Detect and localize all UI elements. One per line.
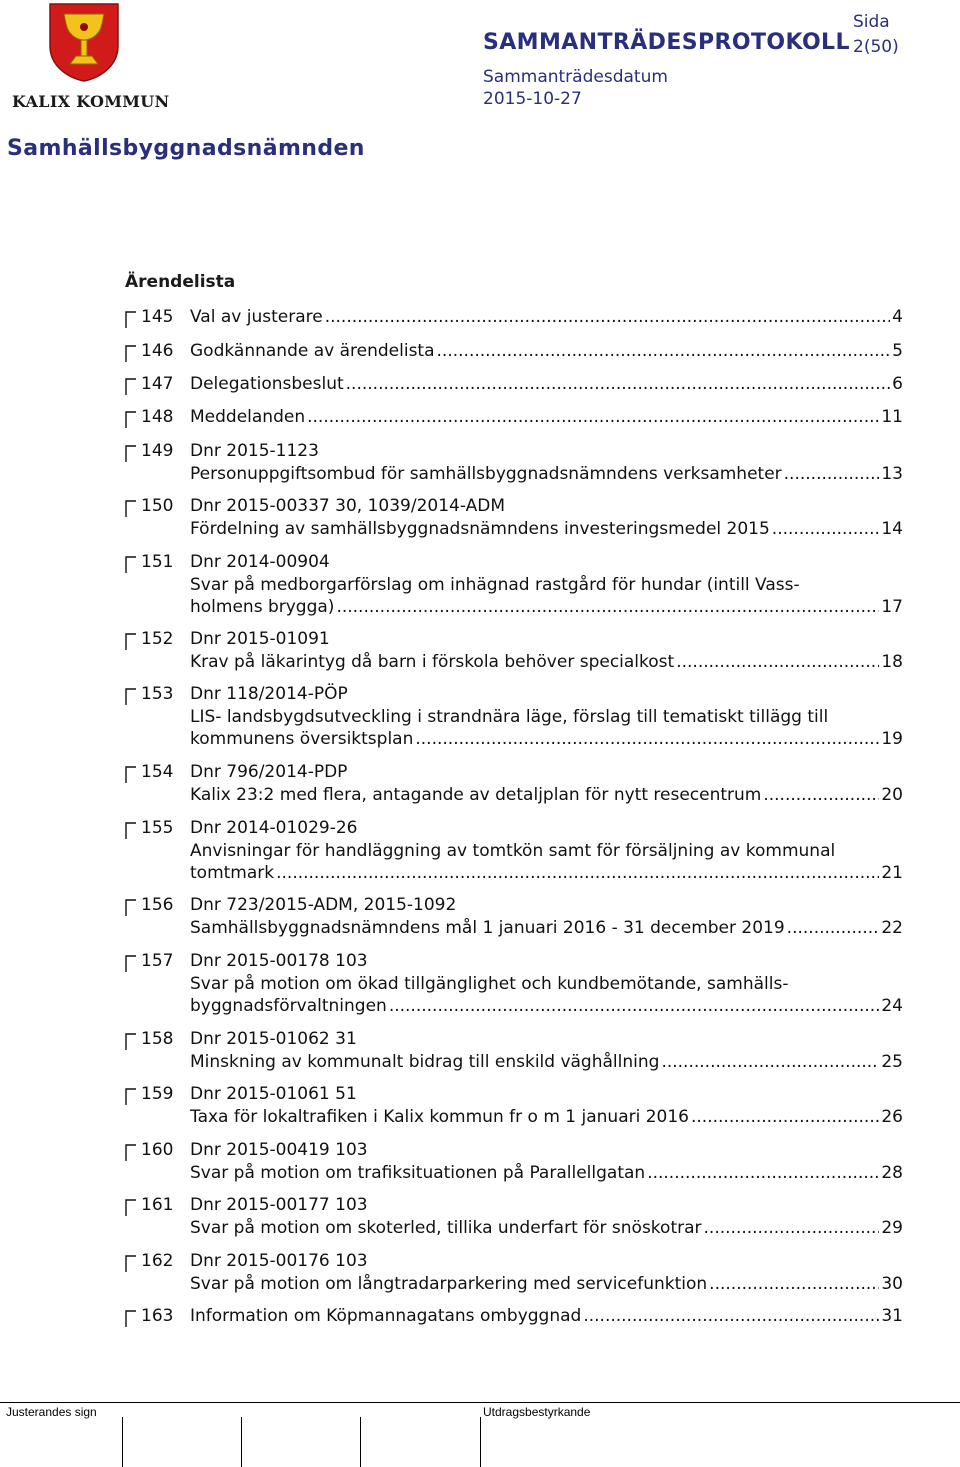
agenda-item[interactable] bbox=[125, 817, 903, 885]
agenda-item-page: 26 bbox=[881, 1106, 903, 1127]
dot-leader bbox=[704, 1217, 880, 1240]
extract-certification-label: Utdragsbestyrkande bbox=[483, 1405, 591, 1419]
agenda-item-title: Taxa för lokaltrafiken i Kalix kommun fr o m 1 januari 2016 bbox=[190, 1106, 689, 1127]
dot-leader bbox=[437, 340, 891, 363]
agenda-item[interactable] bbox=[125, 440, 903, 485]
agenda-item-title: Personuppgiftsombud för samhällsbyggnadsnämndens verksamheter bbox=[190, 463, 782, 484]
agenda-item-page: 5 bbox=[892, 341, 903, 361]
meeting-date-label: Sammanträdesdatum bbox=[483, 67, 668, 87]
agenda-item-text-line: Dnr 2014-01029-26 bbox=[190, 818, 358, 838]
agenda-item-title: tomtmark bbox=[190, 863, 275, 883]
agenda-item-page: 28 bbox=[881, 1162, 903, 1183]
agenda-item-number: 159 bbox=[141, 1084, 174, 1104]
agenda-item-title: holmens brygga) bbox=[190, 597, 335, 617]
agenda-item-page: 17 bbox=[881, 597, 903, 617]
agenda-item-text-line: Dnr 2015-01062 31 bbox=[190, 1029, 357, 1049]
agenda-item-page: 31 bbox=[881, 1306, 903, 1326]
section-marker-icon bbox=[125, 631, 137, 651]
agenda-item-page: 4 bbox=[892, 307, 903, 327]
dot-leader bbox=[389, 995, 880, 1018]
agenda-item-title: Samhällsbyggnadsnämndens mål 1 januari 2016 - 31 december 2019 bbox=[190, 917, 785, 938]
dot-leader bbox=[784, 463, 880, 486]
agenda-item-number: 148 bbox=[141, 407, 174, 427]
logo-text: KALIX KOMMUN bbox=[12, 92, 170, 111]
agenda-item-title: kommunens översiktsplan bbox=[190, 729, 414, 749]
agenda-item-text-line: Dnr 723/2015-ADM, 2015-1092 bbox=[190, 895, 457, 915]
agenda-item[interactable] bbox=[125, 306, 903, 329]
dot-leader bbox=[583, 1305, 879, 1328]
section-marker-icon bbox=[125, 1253, 137, 1273]
agenda-item-text-line: Dnr 2014-00904 bbox=[190, 552, 330, 572]
agenda-item-number: 154 bbox=[141, 762, 174, 782]
section-marker-icon bbox=[125, 1031, 137, 1051]
dot-leader bbox=[336, 596, 879, 619]
agenda-item-number: 150 bbox=[141, 496, 174, 516]
section-marker-icon bbox=[125, 343, 137, 363]
agenda-item-page: 19 bbox=[881, 729, 903, 749]
signature-label: Justerandes sign bbox=[6, 1405, 97, 1419]
page-number: 2(50) bbox=[853, 37, 899, 57]
agenda-item-number: 158 bbox=[141, 1029, 174, 1049]
agenda-item-title: byggnadsförvaltningen bbox=[190, 996, 387, 1016]
dot-leader bbox=[691, 1106, 879, 1129]
dot-leader bbox=[325, 306, 890, 329]
agenda-item-text-line: Dnr 2015-01091 bbox=[190, 629, 330, 649]
section-marker-icon bbox=[125, 554, 137, 574]
agenda-item-title: Meddelanden bbox=[190, 407, 306, 427]
agenda-item-text-line: LIS- landsbygdsutveckling i strandnära läge, förslag till tematiskt tillägg till bbox=[190, 706, 829, 727]
dot-leader bbox=[787, 917, 880, 940]
agenda-item-number: 157 bbox=[141, 951, 174, 971]
agenda-item-text-line: Dnr 796/2014-PDP bbox=[190, 762, 348, 782]
agenda-item-page: 14 bbox=[881, 518, 903, 539]
agenda-item-page: 21 bbox=[881, 863, 903, 883]
section-marker-icon bbox=[125, 498, 137, 518]
agenda-item-number: 163 bbox=[141, 1306, 174, 1326]
agenda-item[interactable] bbox=[125, 683, 903, 751]
agenda-item-page: 20 bbox=[881, 784, 903, 805]
agenda-item-text-line: Svar på motion om ökad tillgänglighet och kundbemötande, samhälls- bbox=[190, 973, 789, 994]
footer bbox=[0, 1402, 960, 1466]
agenda-item[interactable] bbox=[125, 1083, 903, 1128]
agenda-item-text-line: Dnr 2015-00177 103 bbox=[190, 1195, 368, 1215]
agenda-item-number: 152 bbox=[141, 629, 174, 649]
agenda-item-title: Krav på läkarintyg då barn i förskola behöver specialkost bbox=[190, 651, 675, 672]
agenda-item-text-line: Anvisningar för handläggning av tomtkön samt för försäljning av kommunal bbox=[190, 840, 836, 861]
agenda-item[interactable] bbox=[125, 373, 903, 396]
agenda-item-title: Svar på motion om skoterled, tillika underfart för snöskotrar bbox=[190, 1217, 702, 1238]
agenda-item-text-line: Dnr 2015-00337 30, 1039/2014-ADM bbox=[190, 496, 505, 516]
agenda-item[interactable] bbox=[125, 1194, 903, 1239]
agenda-item[interactable] bbox=[125, 1305, 903, 1328]
agenda-item-text-line: Dnr 2015-01061 51 bbox=[190, 1084, 357, 1104]
agenda-item[interactable] bbox=[125, 551, 903, 619]
section-marker-icon bbox=[125, 764, 137, 784]
agenda-item-number: 146 bbox=[141, 341, 174, 361]
dot-leader bbox=[647, 1162, 879, 1185]
agenda-item-number: 160 bbox=[141, 1140, 174, 1160]
dot-leader bbox=[415, 728, 879, 751]
section-marker-icon bbox=[125, 1197, 137, 1217]
section-marker-icon bbox=[125, 443, 137, 463]
agenda-item-title: Kalix 23:2 med flera, antagande av detaljplan för nytt resecentrum bbox=[190, 784, 762, 805]
document-title: SAMMANTRÄDESPROTOKOLL bbox=[483, 30, 850, 55]
page-label: Sida bbox=[853, 12, 890, 32]
section-marker-icon bbox=[125, 1142, 137, 1162]
section-marker-icon bbox=[125, 686, 137, 706]
agenda-item-title: Information om Köpmannagatans ombyggnad bbox=[190, 1306, 582, 1326]
section-marker-icon bbox=[125, 897, 137, 917]
agenda-item-text-line: Dnr 2015-00176 103 bbox=[190, 1251, 368, 1271]
agenda-item[interactable] bbox=[125, 406, 903, 429]
meeting-date: 2015-10-27 bbox=[483, 89, 582, 109]
agenda-item-number: 145 bbox=[141, 307, 174, 327]
agenda-item-number: 153 bbox=[141, 684, 174, 704]
agenda-item-text-line: Svar på medborgarförslag om inhägnad rastgård för hundar (intill Vass- bbox=[190, 574, 800, 595]
dot-leader bbox=[661, 1051, 879, 1074]
dot-leader bbox=[772, 518, 880, 541]
agenda-item-page: 13 bbox=[881, 463, 903, 484]
agenda-item-page: 22 bbox=[881, 917, 903, 938]
agenda-item[interactable] bbox=[125, 894, 903, 939]
dot-leader bbox=[676, 651, 879, 674]
dot-leader bbox=[346, 373, 891, 396]
agenda-heading: Ärendelista bbox=[125, 272, 236, 292]
agenda-item-page: 11 bbox=[881, 407, 903, 427]
section-marker-icon bbox=[125, 820, 137, 840]
agenda-item[interactable] bbox=[125, 340, 903, 363]
agenda-item-number: 151 bbox=[141, 552, 174, 572]
agenda-item-page: 30 bbox=[881, 1273, 903, 1294]
agenda-item-text-line: Dnr 2015-00419 103 bbox=[190, 1140, 368, 1160]
agenda-item-page: 18 bbox=[881, 651, 903, 672]
agenda-item-title: Delegationsbeslut bbox=[190, 374, 344, 394]
agenda-item[interactable] bbox=[125, 1250, 903, 1295]
agenda-item-title: Val av justerare bbox=[190, 307, 323, 327]
agenda-item-text-line: Dnr 118/2014-PÖP bbox=[190, 684, 348, 704]
agenda-item-number: 149 bbox=[141, 441, 174, 461]
agenda-item[interactable] bbox=[125, 1028, 903, 1073]
agenda-item-number: 156 bbox=[141, 895, 174, 915]
agenda-item[interactable] bbox=[125, 761, 903, 806]
dot-leader bbox=[307, 406, 879, 429]
agenda-item-page: 25 bbox=[881, 1051, 903, 1072]
agenda-item-number: 162 bbox=[141, 1251, 174, 1271]
agenda-item-text-line: Dnr 2015-1123 bbox=[190, 441, 319, 461]
section-marker-icon bbox=[125, 376, 137, 396]
kalix-logo bbox=[10, 2, 170, 112]
agenda-item[interactable] bbox=[125, 1139, 903, 1184]
section-marker-icon bbox=[125, 1308, 137, 1328]
agenda-item-number: 161 bbox=[141, 1195, 174, 1215]
agenda-item-number: 155 bbox=[141, 818, 174, 838]
agenda-item-page: 24 bbox=[881, 996, 903, 1016]
agenda-item-page: 29 bbox=[881, 1217, 903, 1238]
dot-leader bbox=[763, 784, 879, 807]
agenda-item-number: 147 bbox=[141, 374, 174, 394]
committee-name: Samhällsbyggnadsnämnden bbox=[7, 136, 365, 161]
agenda-item[interactable] bbox=[125, 950, 903, 1018]
signature-box-divider bbox=[360, 1417, 361, 1467]
signature-box-divider bbox=[122, 1417, 123, 1467]
agenda-item-page: 6 bbox=[892, 374, 903, 394]
agenda-item-title: Minskning av kommunalt bidrag till enskild väghållning bbox=[190, 1051, 660, 1072]
section-marker-icon bbox=[125, 309, 137, 329]
agenda-item[interactable] bbox=[125, 495, 903, 540]
agenda-item-title: Godkännande av ärendelista bbox=[190, 341, 435, 361]
coat-of-arms-icon bbox=[48, 2, 120, 82]
section-marker-icon bbox=[125, 409, 137, 429]
dot-leader bbox=[709, 1273, 879, 1296]
agenda-item-title: Fördelning av samhällsbyggnadsnämndens investeringsmedel 2015 bbox=[190, 518, 770, 539]
agenda-item[interactable] bbox=[125, 628, 903, 673]
section-marker-icon bbox=[125, 1086, 137, 1106]
agenda-item-title: Svar på motion om långtradarparkering med servicefunktion bbox=[190, 1273, 708, 1294]
agenda-item-text-line: Dnr 2015-00178 103 bbox=[190, 951, 368, 971]
dot-leader bbox=[276, 862, 879, 885]
signature-box-divider bbox=[480, 1417, 481, 1467]
agenda-item-title: Svar på motion om trafiksituationen på Parallellgatan bbox=[190, 1162, 646, 1183]
signature-box-divider bbox=[241, 1417, 242, 1467]
section-marker-icon bbox=[125, 953, 137, 973]
